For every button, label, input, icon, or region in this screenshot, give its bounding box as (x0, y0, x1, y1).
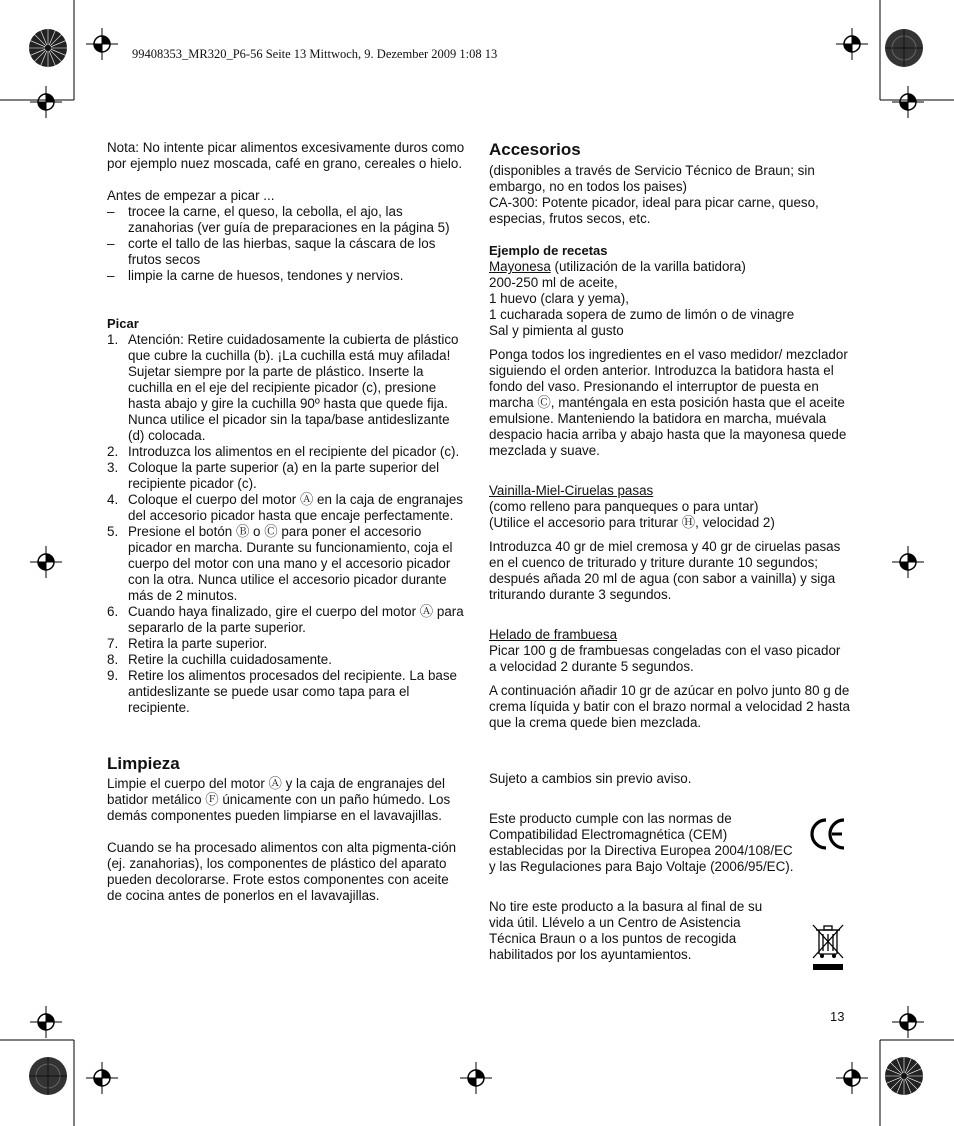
weee-disposal-text: No tire este producto a la basura al final de su vida útil. Llévelo a un Centro de Asistencia Técnica Braun o a los puntos de recogida habilitados por los ayuntamientos. (489, 899, 763, 962)
star-target-bottom-right (884, 1056, 924, 1096)
step-item: 1. Atención: Retire cuidadosamente la cubierta de plástico que cubre la cuchilla (b). ¡La cuchilla está muy afilada! Sujetar siempre por la parte de plástico. Inserte la cuchilla en el eje del recipiente picador (c), presione hasta abajo y gire la cuchilla 90º hasta que quede fija. Nunca utilice el picador sin la tapa/base antideslizante (d) colocada. (107, 332, 459, 443)
crossed-out-bin-icon (810, 922, 846, 972)
vainilla-steps: Introduzca 40 gr de miel cremosa y 40 gr de ciruelas pasas en el cuenco de triturado y triture durante 10 segundos; después añada 20 ml de agua (con sabor a vainilla) y siga triturando durante 3 segundos. (489, 539, 841, 602)
registration-mark-bottom-left (86, 1062, 118, 1094)
crosshair-icon (86, 1062, 118, 1094)
ingredient-line: 200-250 ml de aceite, (489, 275, 618, 290)
crosshair-icon (892, 546, 924, 578)
registration-mark-right-lower (892, 1006, 924, 1038)
accesorios-heading: Accesorios (489, 140, 581, 159)
star-target-icon (884, 28, 924, 68)
step-item: 4. Coloque el cuerpo del motor Ⓐ en la caja de engranajes del accesorio picador hasta que encaje perfectamente. (107, 492, 463, 523)
registration-mark-right-middle (892, 546, 924, 578)
accesorios-ca300: CA-300: Potente picador, ideal para picar carne, queso, especias, frutos secos, etc. (489, 195, 819, 226)
helado-paragraph-1: Picar 100 g de frambuesas congeladas con el vaso picador a velocidad 2 durante 5 segundos. (489, 643, 841, 674)
print-header-line: 99408353_MR320_P6-56 Seite 13 Mittwoch, 9. Dezember 2009 1:08 13 (132, 47, 498, 61)
ingredient-line: 1 cucharada sopera de zumo de limón o de vinagre (489, 307, 795, 322)
registration-mark-left-middle (30, 546, 62, 578)
star-target-top-left (28, 28, 68, 68)
step-item: 8. Retire la cuchilla cuidadosamente. (107, 652, 332, 667)
ce-mark-icon (810, 816, 848, 852)
limpieza-paragraph-2: Cuando se ha procesado alimentos con alta pigmenta-ción (ej. zanahorias), los componentes de plástico del aparato pueden decolorarse. Frote estos componentes con aceite de cocina antes de ponerlos en el lavavajillas. (107, 840, 457, 903)
sujeto-notice: Sujeto a cambios sin previo aviso. (489, 771, 692, 786)
list-item: – limpie la carne de huesos, tendones y nervios. (107, 268, 404, 283)
star-target-icon (884, 1056, 924, 1096)
registration-mark-right-upper (892, 86, 924, 118)
star-target-top-right (884, 28, 924, 68)
crosshair-icon (30, 1006, 62, 1038)
antes-list (107, 204, 467, 284)
antes-intro: Antes de empezar a picar ... (107, 188, 275, 203)
crosshair-icon (460, 1062, 492, 1094)
picar-steps (107, 332, 467, 716)
crosshair-icon (892, 86, 924, 118)
mayonesa-title-line (489, 259, 851, 275)
registration-mark-top-left (86, 28, 118, 60)
vainilla-line-2: (Utilice el accesorio para triturar Ⓗ, velocidad 2) (489, 515, 775, 530)
limpieza-paragraph-1: Limpie el cuerpo del motor Ⓐ y la caja de engranajes del batidor metálico Ⓕ únicamente con un paño húmedo. Los demás componentes pueden limpiarse en el lavavajillas. (107, 776, 451, 823)
step-item: 5. Presione el botón Ⓑ o Ⓒ para poner el accesorio picador en marcha. Durante su funcionamiento, coja el cuerpo del motor con una mano y el accesorio picador con la otra. Nunca utilice el accesorio picador durante más de 2 minutos. (107, 524, 453, 603)
mayonesa-note: (utilización de la varilla batidora) (550, 259, 746, 274)
picar-heading: Picar (107, 316, 139, 331)
ce-compliance-text: Este producto cumple con las normas de Compatibilidad Electromagnética (CEM) establecidas por la Directiva Europea 2004/108/EC y las Regulaciones para Bajo Voltaje (2006/95/EC). (489, 811, 794, 874)
helado-title: Helado de frambuesa (489, 627, 618, 642)
step-item: 2. Introduzca los alimentos en el recipiente del picador (c). (107, 444, 460, 459)
step-item: 6. Cuando haya finalizado, gire el cuerpo del motor Ⓐ para separarlo de la parte superior. (107, 604, 464, 635)
step-item: 9. Retire los alimentos procesados del recipiente. La base antideslizante se puede usar como tapa para el recipiente. (107, 668, 457, 715)
left-column (107, 140, 467, 904)
step-item: 7. Retira la parte superior. (107, 636, 268, 651)
mayonesa-steps: Ponga todos los ingredientes en el vaso medidor/ mezclador siguiendo el orden anterior. Introduzca la batidora hasta el fondo del vaso. Presionando el interruptor de puesta en marcha Ⓒ, manténgala en esta posición hasta que el aceite emulsione. Manteniendo la batidora en marcha, muévala despacio hacia arriba y abajo hasta que la mayonesa quede mezclada y suave. (489, 347, 848, 458)
crosshair-icon (30, 86, 62, 118)
accesorios-availability: (disponibles a través de Servicio Técnico de Braun; sin embargo, no en todos los paises) (489, 163, 815, 194)
crosshair-icon (892, 1006, 924, 1038)
list-item: – trocee la carne, el queso, la cebolla, el ajo, las zanahorias (ver guía de preparaciones en la página 5) (107, 204, 450, 235)
registration-mark-left-lower (30, 1006, 62, 1038)
registration-mark-left-upper (30, 86, 62, 118)
list-item: – corte el tallo de las hierbas, saque la cáscara de los frutos secos (107, 236, 436, 267)
ingredient-line: Sal y pimienta al gusto (489, 323, 624, 338)
registration-mark-top-right (836, 28, 868, 60)
right-column (489, 140, 851, 963)
helado-paragraph-2: A continuación añadir 10 gr de azúcar en polvo junto 80 g de crema líquida y batir con el brazo normal a velocidad 2 hasta que la crema quede bien mezclada. (489, 683, 850, 730)
limpieza-heading: Limpieza (107, 754, 180, 773)
star-target-bottom-left (28, 1056, 68, 1096)
mayonesa-title: Mayonesa (489, 259, 551, 274)
crosshair-icon (836, 1062, 868, 1094)
crosshair-icon (30, 546, 62, 578)
page-number: 13 (830, 1009, 845, 1024)
star-target-icon (28, 28, 68, 68)
nota-paragraph: Nota: No intente picar alimentos excesivamente duros como por ejemplo nuez moscada, café en grano, cereales o hielo. (107, 140, 465, 171)
vainilla-line-1: (como relleno para panqueques o para untar) (489, 499, 759, 514)
vainilla-title: Vainilla-Miel-Ciruelas pasas (489, 483, 654, 498)
ingredient-line: 1 huevo (clara y yema), (489, 291, 629, 306)
registration-mark-bottom-right (836, 1062, 868, 1094)
crosshair-icon (836, 28, 868, 60)
step-item: 3. Coloque la parte superior (a) en la parte superior del recipiente picador (c). (107, 460, 440, 491)
recetas-heading: Ejemplo de recetas (489, 243, 608, 258)
star-target-icon (28, 1056, 68, 1096)
crosshair-icon (86, 28, 118, 60)
registration-mark-bottom-center (460, 1062, 492, 1094)
